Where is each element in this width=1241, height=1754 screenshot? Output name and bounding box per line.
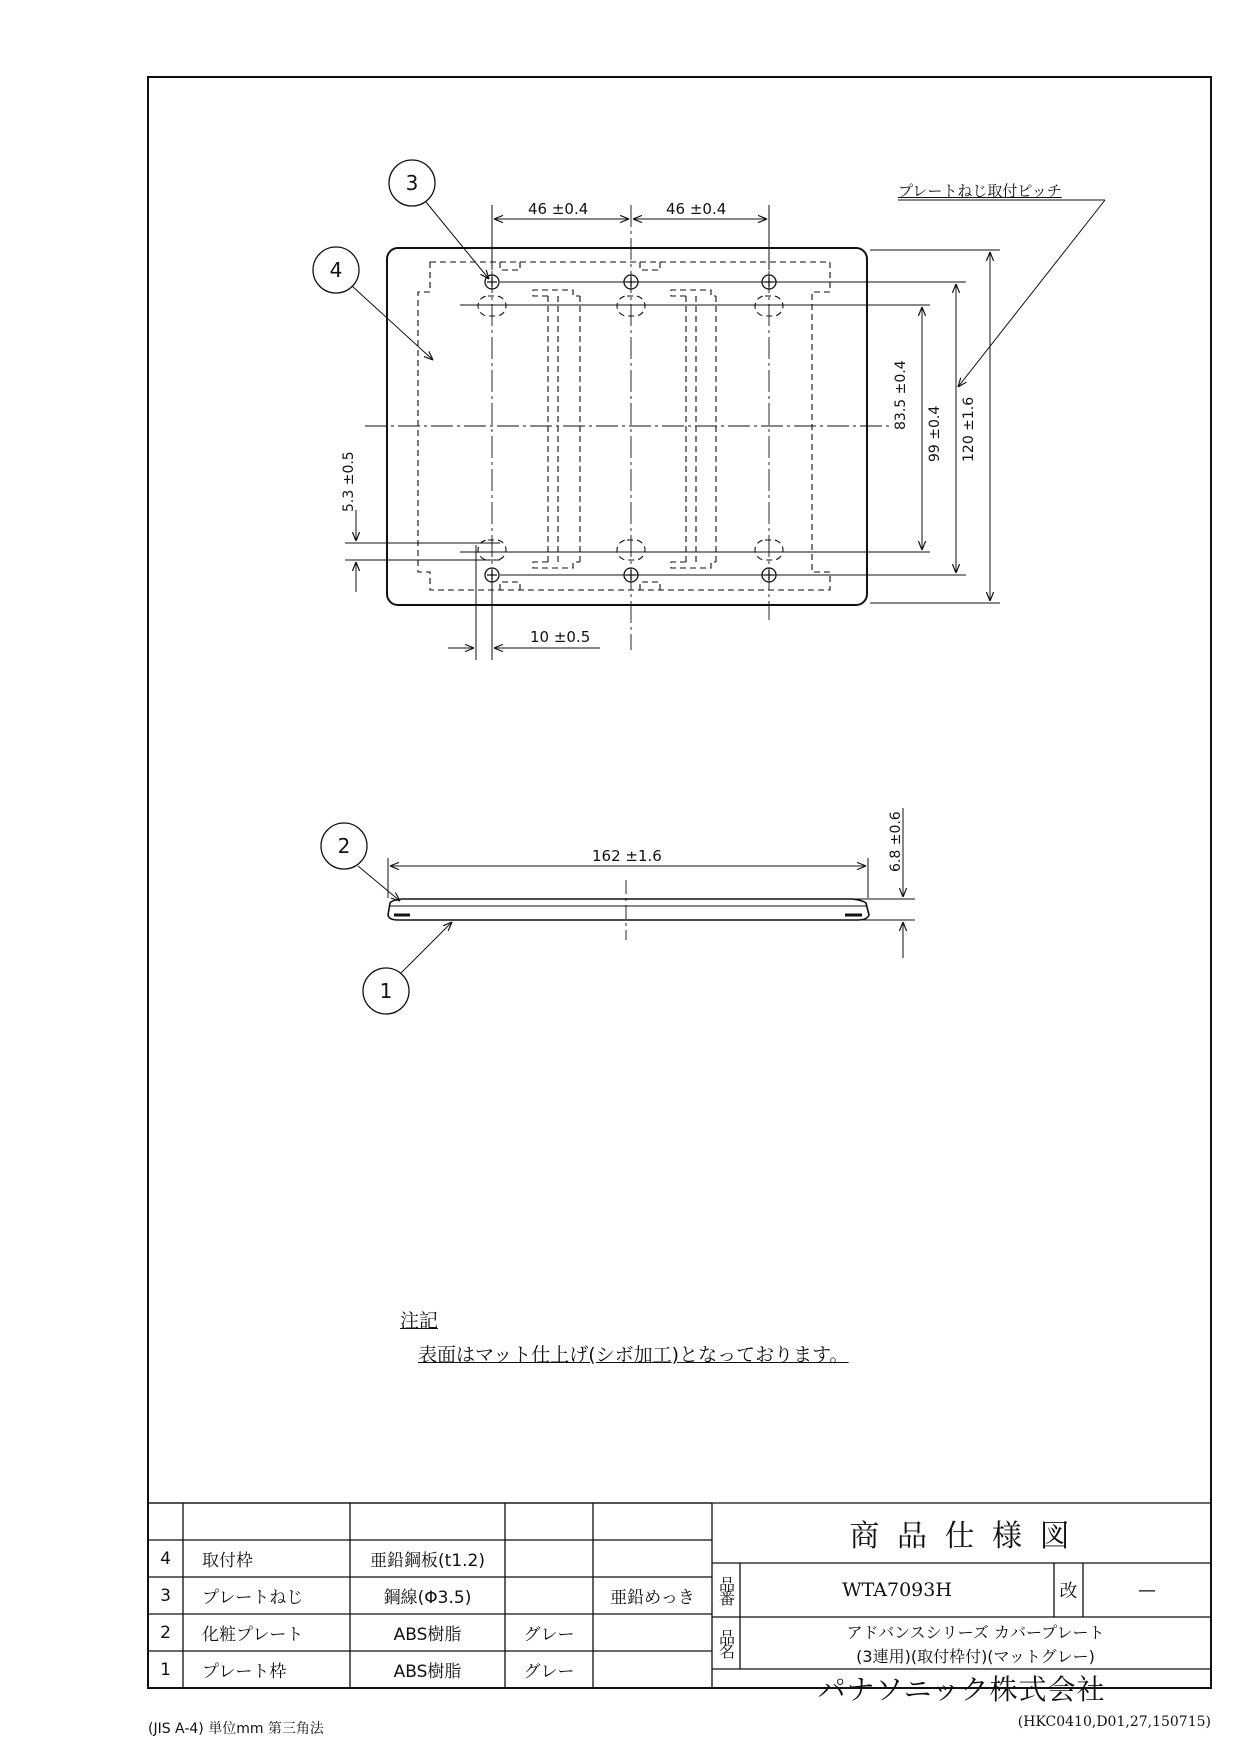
center-lines bbox=[365, 205, 890, 650]
notes-heading: 注記 bbox=[400, 1310, 439, 1332]
revision-label: 改 bbox=[1059, 1581, 1078, 1602]
row-material: ABS樹脂 bbox=[393, 1625, 462, 1645]
callout-3: 3 bbox=[405, 171, 419, 195]
part-no-label: 品番 bbox=[716, 1576, 736, 1604]
row-no: 3 bbox=[160, 1585, 171, 1606]
row-material: ABS樹脂 bbox=[393, 1662, 462, 1682]
dim-thickness: 6.8 ±0.6 bbox=[888, 811, 904, 872]
row-element: プレート枠 bbox=[202, 1662, 287, 1682]
screw-pitch-label: プレートねじ取付ピッチ bbox=[898, 182, 1062, 200]
dim-offset-v: 5.3 ±0.5 bbox=[341, 451, 357, 512]
part-number: WTA7093H bbox=[842, 1579, 952, 1601]
row-element: プレートねじ bbox=[202, 1588, 304, 1608]
screw-heads bbox=[485, 275, 776, 582]
product-name-label: 品名 bbox=[716, 1629, 736, 1657]
footer-left: (JIS A-4) 単位mm 第三角法 bbox=[148, 1721, 324, 1737]
footer-right: (HKC0410,D01,27,150715) bbox=[1017, 1714, 1211, 1730]
callout-2: 2 bbox=[337, 834, 351, 858]
row-remarks bbox=[593, 1614, 712, 1651]
row-color bbox=[505, 1577, 593, 1614]
row-color: グレー bbox=[523, 1625, 575, 1645]
row-element: 化粧プレート bbox=[202, 1625, 304, 1645]
dim-pitch-left: 46 ±0.4 bbox=[528, 200, 589, 218]
notes-text: 表面はマット仕上げ(シボ加工)となっております。 bbox=[418, 1344, 849, 1366]
row-remarks: 亜鉛めっき bbox=[610, 1588, 695, 1608]
row-remarks bbox=[593, 1540, 712, 1577]
sheet-border bbox=[148, 77, 1211, 1688]
dim-offset-h: 10 ±0.5 bbox=[530, 628, 591, 646]
side-view bbox=[321, 808, 915, 1014]
company-name: パナソニック株式会社 bbox=[817, 1673, 1106, 1706]
row-material: 亜鉛鋼板(t1.2) bbox=[370, 1551, 485, 1571]
front-view bbox=[313, 160, 1105, 660]
row-color bbox=[505, 1540, 593, 1577]
revision-value: — bbox=[1138, 1579, 1156, 1601]
plate-profile bbox=[388, 899, 869, 920]
dim-height-inner: 83.5 ±0.4 bbox=[893, 360, 909, 430]
row-no: 4 bbox=[160, 1548, 171, 1569]
dim-width-total: 162 ±1.6 bbox=[592, 847, 662, 865]
row-no: 1 bbox=[160, 1659, 171, 1680]
callout-4: 4 bbox=[329, 258, 343, 282]
product-name-line2: (3連用)(取付枠付)(マットグレー) bbox=[856, 1646, 1095, 1666]
callout-1: 1 bbox=[379, 979, 393, 1003]
row-no: 2 bbox=[160, 1622, 171, 1643]
row-remarks bbox=[593, 1651, 712, 1688]
dim-height-pitch: 99 ±0.4 bbox=[927, 405, 943, 462]
row-element: 取付枠 bbox=[202, 1551, 253, 1571]
row-color: グレー bbox=[523, 1662, 575, 1682]
document-title: 商 品 仕 様 図 bbox=[849, 1519, 1074, 1554]
row-material: 鋼線(Φ3.5) bbox=[383, 1588, 472, 1608]
plate-outline bbox=[387, 248, 867, 605]
dim-pitch-right: 46 ±0.4 bbox=[666, 200, 727, 218]
product-name-line1: アドバンスシリーズ カバープレート bbox=[846, 1622, 1105, 1642]
dim-height-total: 120 ±1.6 bbox=[961, 396, 977, 462]
